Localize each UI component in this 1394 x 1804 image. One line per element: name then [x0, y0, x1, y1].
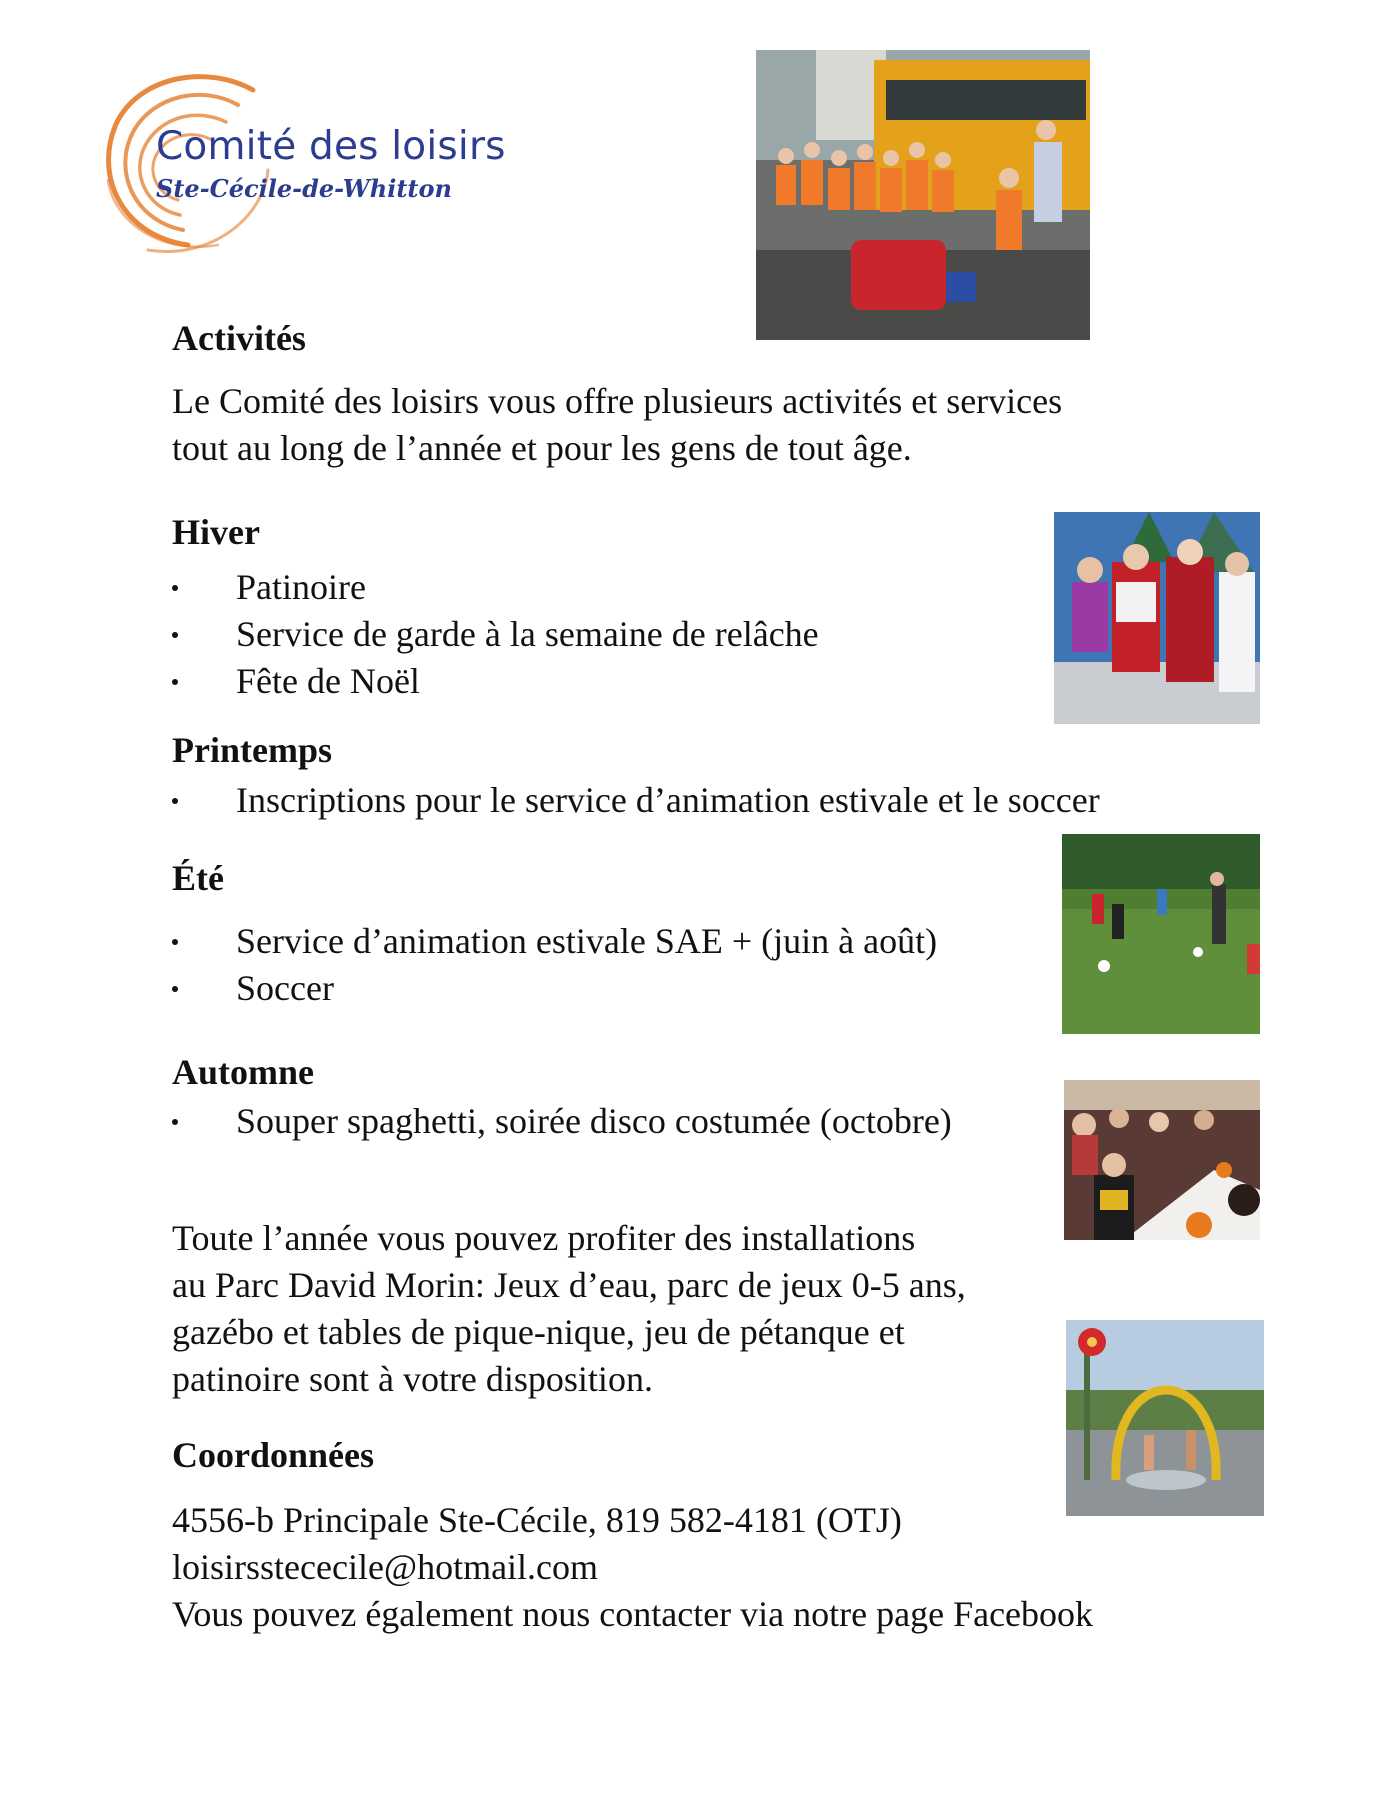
bullet-icon [172, 939, 178, 945]
activites-heading: Activités [172, 318, 306, 358]
logo-subtitle: Ste-Cécile-de-Whitton [156, 174, 452, 203]
printemps-list [172, 777, 1272, 824]
christmas-party-photo [1054, 512, 1260, 724]
parc-line2: au Parc David Morin: Jeux d’eau, parc de jeux 0-5 ans, [172, 1265, 966, 1305]
bullet-icon [172, 798, 178, 804]
costume-dinner-photo [1064, 1080, 1260, 1240]
logo [88, 60, 548, 260]
splash-park-photo [1066, 1320, 1264, 1516]
hiver-heading: Hiver [172, 512, 260, 552]
email-link[interactable]: loisirsstececile@hotmail.com [172, 1547, 599, 1587]
list-item: Inscriptions pour le service d’animation estivale et le soccer [172, 777, 1272, 824]
parc-line3: gazébo et tables de pique-nique, jeu de pétanque et [172, 1312, 905, 1352]
address-text: 4556-b Principale Ste-Cécile, 819 582-4181 (OTJ) [172, 1500, 902, 1540]
bullet-icon [172, 1119, 178, 1125]
bullet-icon [172, 986, 178, 992]
activites-intro-line1: Le Comité des loisirs vous offre plusieurs activités et services [172, 381, 1063, 421]
bus-group-photo [756, 50, 1090, 340]
parc-line4: patinoire sont à votre disposition. [172, 1359, 653, 1399]
list-item: Soccer [172, 965, 1272, 1012]
list-item: Service de garde à la semaine de relâche [172, 611, 1272, 658]
list-item: Souper spaghetti, soirée disco costumée (octobre) [172, 1098, 1272, 1145]
logo-title: Comité des loisirs [156, 124, 506, 169]
list-item: Service d’animation estivale SAE + (juin à août) [172, 918, 1272, 965]
facebook-text: Vous pouvez également nous contacter via notre page Facebook [172, 1594, 1094, 1634]
bullet-icon [172, 585, 178, 591]
ete-heading: Été [172, 858, 224, 898]
bullet-icon [172, 679, 178, 685]
activites-intro-line2: tout au long de l’année et pour les gens de tout âge. [172, 428, 912, 468]
list-item: Patinoire [172, 564, 1272, 611]
printemps-heading: Printemps [172, 730, 332, 770]
list-item: Fête de Noël [172, 658, 1272, 705]
bullet-icon [172, 632, 178, 638]
coordonnees-heading: Coordonnées [172, 1435, 375, 1475]
automne-heading: Automne [172, 1052, 314, 1092]
parc-line1: Toute l’année vous pouvez profiter des installations [172, 1218, 916, 1258]
soccer-field-photo [1062, 834, 1260, 1034]
